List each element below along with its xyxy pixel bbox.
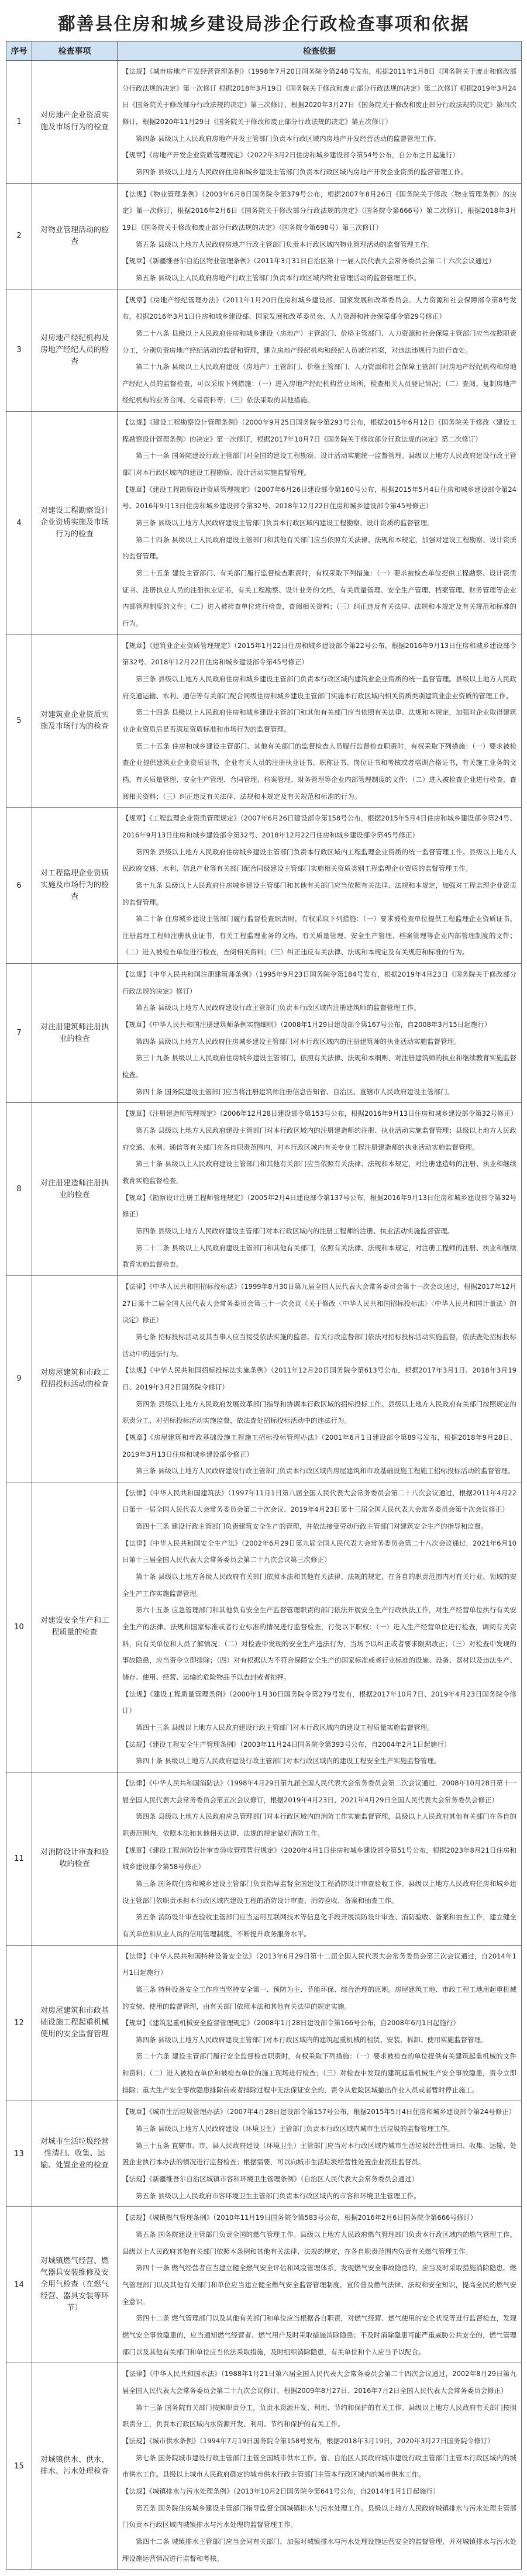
basis-paragraph: 第五条 县级以上地方人民政府建设主管部门对本行政区域内的注册建造师的注册、执业活动实施监督管理；县级以上地方人民政府交通、水利、通信等有关部门在各自职责范围内，对本行政区域内有关专业工程注册建造师的执业活动实施监督管理。 (122, 1126, 516, 1151)
table-row (6, 1772, 522, 1945)
basis-paragraph: 【法律】《中华人民共和国招标投标法》（1999年8月30日第九届全国人民代表大会常务委员会第十一次会议通过，根据2017年12月27日第十二届全国人民代表大会常务委员会第三十一次会议《关于修改〈中华人民共和国招标投标法〉〈中华人民共和国计量法〉的决定》修正） (122, 1282, 516, 1325)
header-item: 检查事项 (32, 42, 118, 61)
basis-paragraph: 第五条 县级以上地方人民政府建设行政主管部门负责本行政区域内注册建筑师的监督管理工作。 (136, 1003, 421, 1012)
basis-paragraph: 【规章】《城市生活垃圾管理办法》（2007年4月28日建设部令第157号公布，根据2015年5月4日住房和城乡建设部令第24号修正） (122, 2108, 516, 2116)
basis-paragraph: 第四十条 县级以上地方人民政府建设行政主管部门对本行政区域内的建设工程安全生产实施监督管理。 (136, 1757, 441, 1765)
basis-paragraph: 【法规】《中华人民共和国注册建筑师条例》（1995年9月23日国务院令第184号发布，根据2019年4月23日《国务院关于修改部分行政法规的决定》修订） (122, 970, 516, 995)
row-number: 12 (6, 1945, 32, 2101)
basis-paragraph: 第三十五条 直辖市、市、县人民政府建设（环境卫生）主管部门应当对本行政区域内城市生活垃圾经营性清扫、收集、运输、处置企业执行本办法的情况进行监督检查；根据需要，可以向城市生活垃圾经营性处置企业派驻监督员。 (122, 2141, 516, 2167)
table-row (6, 183, 522, 289)
basis-paragraph: 第二十条 住房城乡建设主管部门履行监督检查职责时，有权采取下列措施：（一）要求被检查单位提供工程监理企业资质证书、注册监理工程师注册执业证书，有关工程监理业务的文档，有关质量管理、安全生产管理、档案管理等企业内部管理制度的文件；（二）进入被检查单位进行检查，查阅相关资料；（三）纠正违反有关法律、法规和本规定及有关规范和标准的行为。 (122, 915, 516, 957)
basis-paragraph: 第三条 县级以上地方人民政府建设主管部门负责本行政区域内建设工程勘察、设计资质的监督管理。 (136, 519, 434, 527)
row-number: 4 (6, 412, 32, 635)
basis-paragraph: 第三条 县级以上地方人民政府建设行政主管部门负责本行政区域内房屋建筑和市政基础设施工程施工招标投标活动的监督管理。 (136, 1467, 515, 1475)
row-number: 9 (6, 1275, 32, 1482)
inspection-basis (118, 412, 522, 635)
basis-paragraph: 第十条 县级以上地方各级人民政府有关部门依照本法和其他有关法律、法规的规定，在各自的职责范围内对有关行业、领域的安全生产工作实施监督管理。 (122, 1573, 516, 1598)
row-number: 8 (6, 1103, 32, 1276)
inspection-basis (118, 1482, 522, 1772)
row-number: 13 (6, 2101, 32, 2207)
basis-paragraph: 【法律】《中华人民共和国消防法》（1998年4月29日第九届全国人民代表大会常务委员会第二次会议通过，2008年10月28日第十一届全国人民代表大会常务委员会第五次会议修订，根据2019年4月23日、2021年4月29日全国人民代表大会常务委员会修正） (122, 1778, 516, 1804)
inspection-item: 对建筑业企业资质实施及市场行为的检查 (32, 634, 118, 808)
inspection-item: 对城镇燃气经营、燃气器具安装维修及安全用气检查（在燃气经营、器具安装等环节） (32, 2207, 118, 2363)
table-body (6, 61, 522, 2570)
basis-paragraph: 【规章】《中华人民共和国注册建筑师条例实施细则》（2008年1月29日建设部令第167号公布，自2008年3月15日起施行） (122, 1020, 491, 1029)
basis-paragraph: 【法规】《城市房地产开发经营管理条例》（1998年7月20日国务院令第248号发布，根据2011年1月8日《国务院关于废止和修改部分行政法规的决定》第一次修订 根据2018年3月19日《国务院关于修改和废止部分行政法规的决定》第二次修订 根据2019年3月24日《国务院关于修改部分行政法规的决定》第三次修订，根据2020年3月27日《国务院关于修改和废止部分行政法规的决定》第四次修订，根据2020年11月29日《国务院关于修改和废止部分行政法规的决定》第五次修订） (122, 67, 516, 126)
basis-paragraph: 第六十五条 应急管理部门和其他负有安全生产监督管理职责的部门依法开展安全生产行政执法工作，对生产经营单位执行有关安全生产的法律、法规和国家标准或者行业标准的情况进行监督检查，行使以下职权：（一）进入生产经营单位进行检查，调阅有关资料，向有关单位和人员了解情况；（二）对检查中发现的安全生产违法行为，当场予以纠正或者要求限期改正；（三）对检查中发现的事故隐患，应当责令立即排除；（四）对有根据认为不符合保障安全生产的国家标准或者行业标准的设施、设备、器材以及违法生产、储存、使用、经营、运输的危险物品予以查封或者扣押。 (122, 1606, 516, 1682)
header-row (6, 42, 522, 61)
inspection-basis (118, 1945, 522, 2101)
basis-paragraph: 第四十条 国务院建设主管部门应当将注册建筑师注册信息告知省、自治区、直辖市人民政府建设主管部门。 (136, 1087, 454, 1096)
basis-paragraph: 第七条 国务院城市建设行政主管部门主管全国城市供水工作。省、自治区人民政府城市建设行政主管部门主管本行政区域内的城市供水工作。县级以上城市人民政府确定的城市供水行政主管部门主管本行政区域内的城市供水工作。 (122, 2453, 516, 2479)
basis-paragraph: 第四条 县级以上地方人民政府发展改革部门指导和协调本行政区域的招标投标工作。县级以上地方人民政府有关部门按照规定的职责分工，对招标投标活动实施监督，依法查处招标投标活动中的违法行为。 (122, 1399, 516, 1425)
basis-paragraph: 第五条 国务院住房城乡建设主管部门指导监督全国城镇排水与污水处理工作。县级以上地方人民政府城镇排水与污水处理主管部门负责本行政区域内城镇排水与污水处理的监督管理工作。 (122, 2503, 516, 2529)
inspection-item: 对城镇供水、供水、排水、污水处理检查 (32, 2363, 118, 2570)
inspection-basis (118, 183, 522, 289)
basis-paragraph: 第二十五条 住房和城乡建设主管部门、其他有关部门的监督检查人员履行监督检查职责时，有权采取下列措施：（一）要求被检查企业提供建筑业企业资质证书，企业有关人员的注册执业证书、职称证书、岗位证书和考核或者培训合格证书，有关施工业务的文档，有关质量管理、安全生产管理、合同管理、档案管理、财务管理等企业内部管理制度的文件；（二）进入被检查企业进行检查，查阅相关资料；（三）纠正违反有关法律、法规和本规定及有关规范和标准的行为。 (122, 742, 516, 801)
table-row (6, 61, 522, 184)
basis-paragraph: 第四十二条 城镇排水主管部门应当会同有关部门，加强对城镇排水与污水处理设施运营安全的监督管理，并对城镇排水与污水处理设施运营情况进行监督和考核。 (122, 2537, 516, 2563)
basis-paragraph: 第三条 国务院住房和城乡建设主管部门负责指导监督全国建设工程消防设计审查验收工作。县级以上地方人民政府住房和城乡建设主管部门依职责承担本行政区域内建设工程的消防设计审查、消防验收、备案和抽查工作。 (122, 1879, 516, 1905)
basis-paragraph: 第三条 县级以上地方人民政府住房和城乡建设主管部门负责本行政区域内建筑业企业资质的统一监督管理。县级以上地方人民政府交通运输、水利、通信等有关部门配合同级住房和城乡建设主管部门实施本行政区域内相关资质类别建筑业企业资质的管理工作。 (122, 674, 516, 700)
basis-paragraph: 第三十条 县级以上人民政府建设主管部门和其他有关部门应当依照有关法律、法规和本规定，对注册建造师的注册、执业和继续教育实施监督检查。 (122, 1160, 516, 1185)
basis-paragraph: 【规章】《房屋建筑和市政基础设施工程施工招标投标管理办法》（2001年6月1日建设部令第89号发布，根据2018年9月28日、2019年3月13日住房和城乡建设部令修正） (122, 1433, 516, 1458)
basis-paragraph: 【规章】《房地产经纪管理办法》（2011年1月20日住房和城乡建设部、国家发展和改革委员会、人力资源和社会保障部令第8号发布，根据2016年3月1日住房和城乡建设部、国家发展和改革委员会、人力资源和社会保障部令第29号修正） (122, 295, 516, 321)
basis-paragraph: 第五条 县级以上人民政府房地产行政主管部门负责本行政区域内物业管理活动的监督管理工作。 (136, 273, 421, 282)
inspection-item: 对城市生活垃圾经营性清扫、收集、运输、处置企业的检查 (32, 2101, 118, 2207)
basis-paragraph: 【法规】《物业管理条例》（2003年6月8日国务院令第379号公布，根据2007年8月26日《国务院关于修改〈物业管理条例〉的决定》第一次修订，根据2016年2月6日《国务院关于修改部分行政法规的决定》（国务院令第666号）第二次修订，根据2018年3月19日《国务院关于修改和废止部分行政法规的决定》（国务院令第698号）第三次修订） (122, 189, 516, 232)
row-number: 14 (6, 2207, 32, 2363)
inspection-basis (118, 964, 522, 1103)
inspection-item: 对物业管理活动的检查 (32, 183, 118, 289)
basis-paragraph: 【法律】《中华人民共和国特种设备安全法》（2013年6月29日第十二届全国人民代表大会常务委员会第三次会议通过，自2014年1月1日起施行） (122, 1951, 516, 1977)
basis-paragraph: 【法律】《中华人民共和国水法》（1988年1月21日第六届全国人民代表大会常务委员会第二十四次会议通过，2002年8月29日第九届全国人民代表大会常务委员会第二十九次会议修订，根据2009年8月27日、2016年7月2日全国人民代表大会常务委员会修正） (122, 2370, 516, 2395)
basis-paragraph: 第四条 县级以上人民政府房地产开发主管部门负责本行政区域内房地产开发经营活动的监督管理工作。 (136, 134, 441, 143)
table-row (6, 1275, 522, 1482)
table-row (6, 634, 522, 808)
basis-paragraph: 第五条 县级以上人民政府市容环境卫生主管部门负责本行政区域内的市容和环境卫生管理工作。 (136, 2191, 421, 2200)
header-basis: 检查依据 (118, 42, 522, 61)
basis-paragraph: 第四十二条 燃气管理部门以及其他有关部门和单位应当根据各自职责，对燃气经营、燃气使用的安全状况等进行监督检查，发现燃气安全事故隐患的，应当通知燃气经营者、燃气用户及时采取措施消除隐患；不及时消除隐患可能严重威胁公共安全的，燃气管理部门以及其他有关部门和单位应当依法采取措施，及时组织消除隐患，有关单位和个人应当予以配合。 (122, 2314, 516, 2356)
inspection-item: 对建设工程勘察设计企业资质实施及市场行为的检查 (32, 412, 118, 635)
table-row (6, 412, 522, 635)
basis-paragraph: 【规章】《工程监理企业资质管理规定》（2007年6月26日建设部令第158号公布，根据2015年5月4日住房和城乡建设部令第24号、2016年9月13日住房和城乡建设部令第32号、2018年12月22日住房和城乡建设部令第45号修正） (122, 814, 516, 839)
inspection-table (6, 41, 522, 2570)
basis-paragraph: 【法规】《城镇燃气管理条例》（2010年11月19日国务院令第583号公布，根据2016年2月6日国务院令第666号修订） (122, 2213, 477, 2222)
basis-paragraph: 第二十四条 县级以上人民政府建设主管部门和其他有关部门应当依照有关法律、法规和本规定，加强对建设工程勘察、设计资质的监督管理。 (122, 535, 516, 561)
basis-paragraph: 【法规】《建设工程勘察设计管理条例》（2000年9月25日国务院令第293号公布，根据2015年6月12日《国务院关于修改〈建设工程勘察设计管理条例〉的决定》第一次修订，根据2017年10月7日《国务院关于修改部分行政法规的决定》第二次修订） (122, 418, 516, 443)
basis-paragraph: 第五条 县级以上地方人民政府房地产行政主管部门负责本行政区域内物业管理活动的监督管理工作。 (136, 240, 434, 249)
table-header (6, 42, 522, 61)
table-row (6, 289, 522, 412)
page-title: 鄱善县住房和城乡建设局涉企行政检查事项和依据 (57, 14, 470, 35)
header-no: 序号 (6, 42, 32, 61)
basis-paragraph: 第四条 县级以上地方人民政府应急管理部门对本行政区域内的消防工作实施监督管理，县级以上人民政府其他有关部门在各自的职责范围内，依照本法和其他相关法律、法规的规定做好消防工作。 (122, 1812, 516, 1837)
basis-paragraph: 【规章】《新疆维吾尔自治区物业管理条例》（2011年3月31日自治区第十一届人民代表大会常务委员会第二十六次会议通过） (122, 257, 495, 265)
inspection-basis (118, 2101, 522, 2207)
table-row (6, 2207, 522, 2363)
inspection-item: 对建设安全生产和工程质量的检查 (32, 1482, 118, 1772)
table-row (6, 1945, 522, 2101)
basis-paragraph: 第四十三条 建设行政主管部门负责建筑安全生产的管理，并依法接受劳动行政主管部门对建筑安全生产的指导和监督。 (136, 1522, 488, 1531)
row-number: 10 (6, 1482, 32, 1772)
inspection-item: 对工程监理企业资质实施及市场行为的检查 (32, 808, 118, 964)
basis-paragraph: 第四十三条 县级以上地方人民政府建设行政主管部门对本行政区域内的建设工程质量实施监督管理。 (136, 1723, 434, 1732)
basis-paragraph: 第二十五条 建设主管部门、有关部门履行监督检查职责时，有权采取下列措施：（一）要求被检查单位提供工程勘察、设计资质证书、注册执业人员的注册执业证书，有关工程勘察、设计业务的文档，有关质量管理、安全生产管理、档案管理、财务管理等企业内部管理制度的文件；（二）进入被检查单位进行检查，查阅相关资料；（三）纠正违反有关法律、法规和本规定及有关规范和标准的行为。 (122, 569, 516, 627)
inspection-basis (118, 634, 522, 808)
inspection-item: 对房地产经纪机构及房地产经纪人员的检查 (32, 289, 118, 412)
inspection-basis (118, 61, 522, 184)
basis-paragraph: 【规章】《房地产开发企业资质管理规定》（2022年3月2日住房和城乡建设部令第54号公布，自公布之日起施行） (122, 151, 460, 160)
basis-paragraph: 【法规】《建设工程质量管理条例》（2000年1月30日国务院令第279号发布，根据2017年10月7日、2019年4月23日国务院令修订） (122, 1689, 516, 1715)
basis-paragraph: 第四条 县级以上地方人民政府建设主管部门对本行政区域内的建筑起重机械的租赁、安装、拆卸、使用实施监督管理。 (136, 2035, 488, 2044)
basis-paragraph: 第四条 县级以上地方人民政府住房城乡建设主管部门对本行政区域内的注册建筑师的执业活动实施监督管理。 (136, 1037, 461, 1046)
row-number: 3 (6, 289, 32, 412)
basis-paragraph: 【规章】《建设工程勘察设计资质管理规定》（2007年6月26日建设部令第160号公布，根据2015年5月4日住房和城乡建设部令第24号、2016年9月13日住房和城乡建设部令第32号、2018年12月22日住房和城乡建设部令第45号修正） (122, 485, 516, 511)
basis-paragraph: 第二十九条 县级以上人民政府建设（房地产）主管部门、价格主管部门、人力资源和社会保障主管部门对房地产经纪机构和房地产经纪人员的监督检查，可以采取下列措施：（一）进入房地产经纪机构营业场所，检查相关人员登记情况；（二）查阅、复制房地产经纪机构的业务合同、交易资料等；（三）依法采取的其他措施。 (122, 363, 516, 405)
inspection-item: 对消防设计审查和验收的检查 (32, 1772, 118, 1945)
basis-paragraph: 【法规】《城镇排水与污水处理条例》（2013年10月2日国务院令第641号公布，自2014年1月1日起施行） (122, 2487, 440, 2495)
table-row (6, 1103, 522, 1276)
basis-paragraph: 第五条 消防设计审查验收主管部门应当运用互联网技术等信息化手段开展消防设计审查、消防验收、备案和抽查工作，建立健全有关单位和从业人员的信用管理制度，不断提升政务服务水平。 (122, 1913, 516, 1938)
basis-paragraph: 第五条 国务院建设主管部门负责全国的燃气管理工作。县级以上地方人民政府燃气管理部门负责本行政区域内的燃气管理工作。县级以上人民政府其他有关部门依照本条例和其他有关法律、法规的规定，在各自职责范围内负责有关燃气管理工作。 (122, 2230, 516, 2256)
basis-paragraph: 第四十一条 燃气经营者应当建立健全燃气安全评估和风险管理体系，发现燃气安全事故隐患的，应当及时采取措施消除隐患。燃气管理部门以及其他有关部门和单位应当建立健全燃气安全监督管理制度，宣传普及燃气法律、法规和安全知识，提高全民的燃气安全意识。 (122, 2264, 516, 2306)
inspection-item: 对房屋建筑和市政基础设施工程起重机械使用的安全监督管理 (32, 1945, 118, 2101)
basis-paragraph: 【规章】《勘察设计注册工程师管理规定》（2005年2月4日建设部令第137号公布，根据2016年9月13日住房和城乡建设部令第32号修正） (122, 1193, 516, 1219)
inspection-basis (118, 289, 522, 412)
basis-paragraph: 【法规】《中华人民共和国招标投标法实施条例》（2011年12月20日国务院令第613号公布，根据2017年3月1日、2018年3月19日、2019年3月2日国务院令修订） (122, 1366, 516, 1391)
table-row (6, 964, 522, 1103)
inspection-item: 对注册建筑师注册执业的检查 (32, 964, 118, 1103)
table-row (6, 1482, 522, 1772)
inspection-basis (118, 1103, 522, 1276)
basis-paragraph: 【法律】《中华人民共和国建筑法》（1997年11月1日第八届全国人民代表大会常务委员会第二十八次会议通过，根据2011年4月22日第十一届全国人民代表大会常务委员会第二十次会议、2019年4月23日第十三届全国人民代表大会常务委员会第十次会议修正） (122, 1488, 516, 1514)
basis-paragraph: 第三十一条 国务院建设行政主管部门对全国的建设工程勘察、设计活动实施统一监督管理。县级以上地方人民政府建设行政主管部门对本行政区域内的建设工程勘察、设计活动实施监督管理。 (122, 451, 516, 477)
basis-paragraph: 第四条 县级以上地方人民政府住房城乡建设主管部门负责本行政区域内工程监理企业资质的统一监督管理工作。县级以上地方人民政府交通、水利、信息产业等有关部门配合同级建设主管部门实施相关资质类别工程监理企业资质的监督管理工作。 (122, 847, 516, 873)
table-row (6, 808, 522, 964)
basis-paragraph: 第四条 县级以上地方人民政府建设主管部门对本行政区域内的注册工程师的注册、执业活动实施监督管理。 (136, 1226, 454, 1235)
inspection-basis (118, 2207, 522, 2363)
row-number: 6 (6, 808, 32, 964)
basis-paragraph: 第二十二条 县级以上人民政府建设主管部门和其他有关部门，依照有关法律、法规和本规定，对注册工程师的注册、执业和继续教育实施监督检查。 (122, 1243, 516, 1269)
basis-paragraph: 【法律】《中华人民共和国安全生产法》（2002年6月29日第九届全国人民代表大会常务委员会第二十八次会议通过，2021年6月10日第十三届全国人民代表大会常务委员会第二十九次会议第三次修正） (122, 1539, 516, 1564)
inspection-basis (118, 1275, 522, 1482)
row-number: 15 (6, 2363, 32, 2570)
inspection-basis (118, 2363, 522, 2570)
inspection-item: 对房屋建筑和市政工程招投标活动的检查 (32, 1275, 118, 1482)
basis-paragraph: 【规章】《注册建造师管理规定》（2006年12月28日建设部令第153号公布，根据2016年9月13日住房和城乡建设部令第32号修正） (122, 1109, 518, 1118)
basis-paragraph: 第三十九条 县级以上人民政府住房城乡建设主管部门，依照有关法律、法规和本细则，对注册建筑师的执业和继续教育实施监督检查。 (122, 1054, 516, 1080)
table-row (6, 2101, 522, 2207)
basis-paragraph: 第三条 特种设备安全工作应当坚持安全第一、预防为主、节能环保、综合治理的原则。房屋建筑工地、市政工程工地用起重机械的安装、使用的监督管理，由有关部门依照本法和其他有关法律的规定实施。 (122, 1985, 516, 2011)
basis-paragraph: 第二十四条 县级以上人民政府住房和城乡建设主管部门和其他有关部门应当依照有关法律、法规和本规定，加强对企业取得建筑业企业资质后是否满足资质标准和市场行为的监督管理。 (122, 708, 516, 733)
inspection-item: 对注册建造师注册执业的检查 (32, 1103, 118, 1276)
basis-paragraph: 第二十六条 建设主管部门履行安全监督检查职责时，有权采取下列措施：（一）要求被检查的单位提供有关建筑起重机械的文件和资料；（二）进入被检查单位和被检查单位的施工现场进行检查；（三）对检查中发现的建筑起重机械生产安全事故隐患，责令立即排除；重大生产安全事故隐患排除前或者排除过程中无法保证安全的，责令从危险区域撤出作业人员或者暂时停止施工。 (122, 2052, 516, 2094)
basis-paragraph: 第二十八条 县级以上人民政府住房和城乡建设（房地产）主管部门、价格主管部门、人力资源和社会保障主管部门应当按照职责分工，分别负责房地产经纪活动的监督和管理，建立房地产经纪机构和经纪人员诚信档案，对违法违规行为进行查处。 (122, 329, 516, 354)
basis-paragraph: 第十九条 县级以上人民政府住房城乡建设主管部门和其他有关部门应当依照有关法律、法规和本规定，加强对工程监理企业资质的监督管理。 (122, 881, 516, 906)
basis-paragraph: 【法规】《新疆维吾尔自治区城镇市容和环境卫生管理条例》（自治区人民代表大会常务委员会通过） (122, 2175, 418, 2184)
row-number: 11 (6, 1772, 32, 1945)
row-number: 1 (6, 61, 32, 184)
inspection-basis (118, 808, 522, 964)
basis-paragraph: 【规章】《建筑业企业资质管理规定》（2015年1月22日住房和城乡建设部令第22号公布，根据2016年9月13日住房和城乡建设部令第32号、2018年12月22日住房和城乡建设部令第45号修正） (122, 641, 516, 667)
basis-paragraph: 第三条 县级以上地方人民政府建设（环境卫生）主管部门负责本行政区域内城市生活垃圾的监督管理工作。 (136, 2125, 454, 2133)
row-number: 5 (6, 634, 32, 808)
inspection-basis (118, 1772, 522, 1945)
basis-paragraph: 【规章】《建设工程消防设计审查验收管理暂行规定》（2020年4月1日住房和城乡建设部令第51号公布，根据2023年8月21日住房和城乡建设部令第58号修正） (122, 1846, 516, 1871)
basis-paragraph: 【法规】《城市供水条例》（1994年7月19日国务院令第158号发布，根据2018年3月19日、2020年3月27日国务院令修订） (122, 2436, 494, 2445)
basis-paragraph: 第十三条 国务院有关部门按照职责分工，负责水资源开发、利用、节约和保护的有关工作。县级以上地方人民政府有关部门按照职责分工，负责本行政区域内水资源开发、利用、节约和保护的有关工作。 (122, 2403, 516, 2429)
basis-paragraph: 【规章】《建筑起重机械安全监督管理规定》（2008年1月28日建设部令第166号公布，自2008年6月1日起施行） (122, 2019, 460, 2027)
basis-paragraph: 第七条 招标投标活动及其当事人应当接受依法实施的监督。有关行政监督部门依法对招标投标活动实施监督，依法查处招标投标活动中的违法行为。 (122, 1332, 516, 1358)
basis-paragraph: 【法规】《建设工程安全生产管理条例》（2003年11月24日国务院令第393号公布，自2004年2月1日起施行） (122, 1740, 451, 1749)
row-number: 2 (6, 183, 32, 289)
inspection-item: 对房地产企业资质实施及市场行为的检查 (32, 61, 118, 184)
table-row (6, 2363, 522, 2570)
row-number: 7 (6, 964, 32, 1103)
basis-paragraph: 第四条 县级以上地方人民政府住房和城乡建设主管部门负责本行政区域内房地产开发企业资质的监督管理工作。 (136, 167, 468, 176)
